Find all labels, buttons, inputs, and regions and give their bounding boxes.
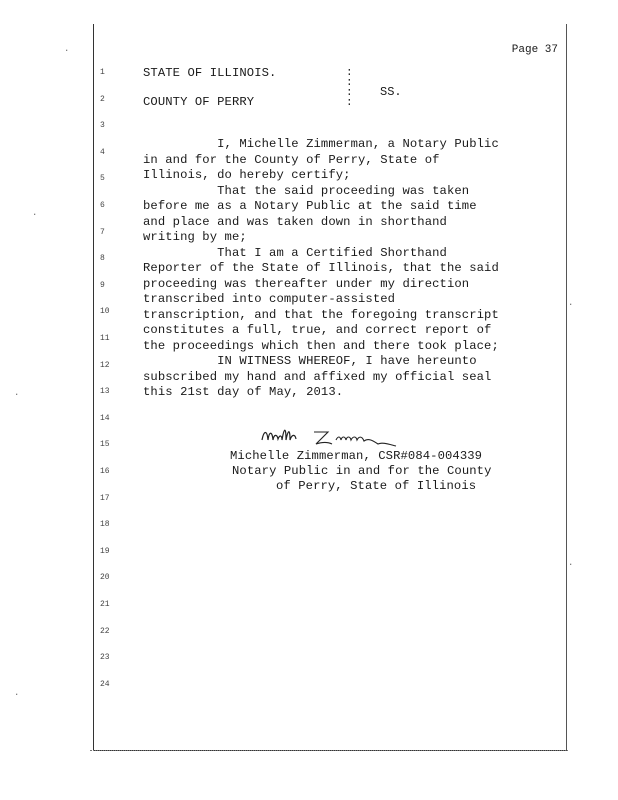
line-number: 19 [100, 546, 110, 556]
line-number: 13 [100, 387, 110, 397]
body-line: this 21st day of May, 2013. [143, 385, 344, 399]
body-line: proceeding was thereafter under my direction [143, 276, 470, 291]
signature-title: Notary Public in and for the County [232, 464, 492, 478]
body-line: transcribed into computer-assisted [143, 292, 396, 306]
caption-county: COUNTY OF PERRY [143, 95, 255, 109]
line-number: 16 [100, 467, 110, 476]
left-margin-mark: · [14, 690, 20, 700]
body-line: the proceedings which then and there took place; [143, 338, 499, 353]
line-number: 22 [100, 626, 110, 636]
right-margin-mark: · [568, 560, 574, 570]
line-number: 8 [100, 254, 105, 264]
bottom-rule [90, 750, 568, 753]
line-number: 21 [100, 600, 110, 609]
line-number: 10 [100, 307, 110, 317]
line-number: 11 [100, 334, 110, 343]
body-line: in and for the County of Perry, State of [143, 152, 440, 167]
body-line: transcription, and that the foregoing transcript [143, 307, 499, 322]
body-line: constitutes a full, true, and correct report of [143, 323, 492, 337]
line-number: 2 [100, 94, 105, 104]
line-number: 24 [100, 679, 110, 689]
body-line: writing by me; [143, 230, 247, 244]
line-number: 1 [100, 68, 105, 77]
line-number: 23 [100, 653, 110, 663]
body-line: That I am a Certified Shorthand [143, 245, 447, 260]
body-line: Illinois, do hereby certify; [143, 168, 351, 182]
left-margin-mark: · [14, 390, 20, 400]
right-margin-mark: · [568, 300, 574, 310]
signature-name: Michelle Zimmerman, CSR#084-004339 [230, 449, 483, 463]
line-number: 7 [100, 227, 105, 237]
line-number: 12 [100, 360, 110, 370]
caption-bracket: : : : : [346, 67, 353, 109]
line-number: 14 [100, 413, 110, 423]
body-line: Reporter of the State of Illinois, that the said [143, 261, 499, 275]
body-line: subscribed my hand and affixed my official seal [143, 369, 492, 384]
body-line: I, Michelle Zimmerman, a Notary Public [143, 137, 499, 151]
left-margin-mark: · [32, 210, 38, 220]
line-number: 18 [100, 520, 110, 530]
line-number: 17 [100, 493, 110, 503]
handwritten-signature [258, 422, 408, 452]
page-number: Page 37 [511, 44, 558, 56]
line-number: 15 [100, 440, 110, 450]
signature-place: of Perry, State of Illinois [276, 479, 477, 493]
line-number: 9 [100, 280, 105, 290]
left-margin-mark: · [64, 46, 70, 56]
body-line: IN WITNESS WHEREOF, I have hereunto [143, 354, 477, 368]
caption-state: STATE OF ILLINOIS. [143, 66, 277, 80]
line-number: 3 [100, 121, 105, 131]
body-line: before me as a Notary Public at the said time [143, 199, 477, 213]
line-number: 5 [100, 174, 105, 184]
line-number: 20 [100, 573, 110, 583]
line-number: 4 [100, 147, 105, 157]
caption-ss: SS. [380, 85, 402, 99]
body-line: and place and was taken down in shorthand [143, 214, 447, 229]
body-line: That the said proceeding was taken [143, 183, 470, 198]
line-number: 6 [100, 201, 105, 210]
